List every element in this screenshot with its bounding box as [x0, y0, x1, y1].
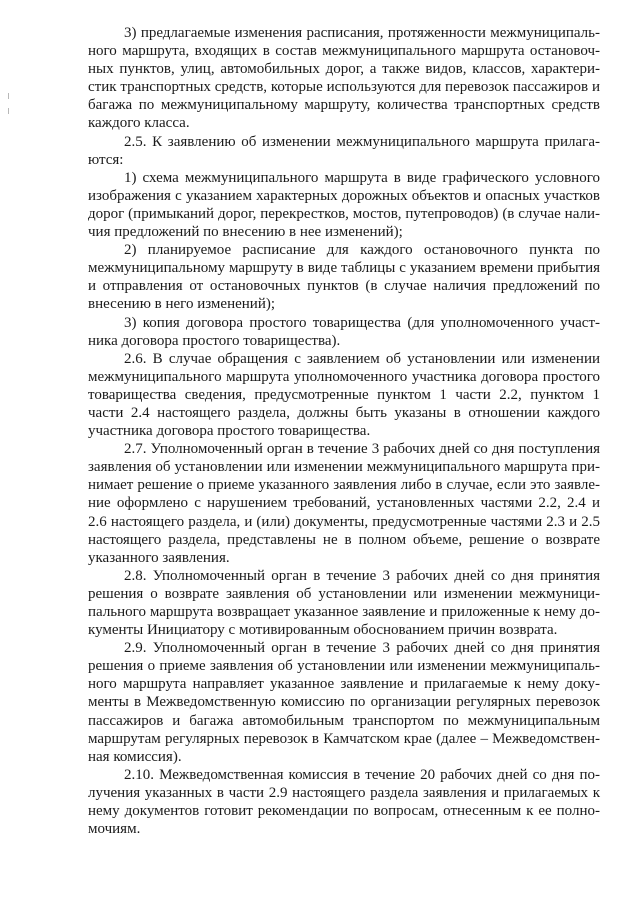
paragraph-2-6: 2.6. В случае обращения с заявлением об установлении или изменении межмуниципального маршрута уполномоченного участника договора простого товарищества сведения, предусмотренные пунктом 1 части 2.2, пунктом 1 части 2.4 настоящего раздела, должны быть указаны в отношении каждого участника договора простого товарищества. — [88, 350, 600, 440]
paragraph-2-10: 2.10. Межведомственная комиссия в течение 20 рабочих дней со дня получения указанных в части 2.9 настоящего раздела заявления и прилагаемых к нему документов готовит рекомендации по вопросам, отнесенным к ее полномочиям. — [88, 766, 600, 838]
document-body — [88, 24, 600, 838]
scan-margin-mark — [8, 93, 9, 99]
scan-margin-mark — [8, 108, 9, 114]
paragraph-2-5: 2.5. К заявлению об изменении межмуниципального маршрута прилагаются: — [88, 133, 600, 168]
paragraph-3-proposed-changes: 3) предлагаемые изменения расписания, протяженности межмуниципального маршрута, входящих в состав межмуниципального маршрута остановочных пунктов, улиц, автомобильных дорог, а также видов, классов, характеристик транспортных средств, которые используются для перевозок пассажиров и багажа по межмуниципальному маршруту, количества транспортных средств каждого класса. — [88, 25, 600, 132]
paragraph-2-9: 2.9. Уполномоченный орган в течение 3 рабочих дней со дня принятия решения о приеме заявления об установлении или изменении межмуниципального маршрута направляет указанное заявление и прилагаемые к нему документы в Межведомственную комиссию по организации регулярных перевозок пассажиров и багажа автомобильным транспортом по межмуниципальным маршрутам регулярных перевозок в Камчатском крае (далее – Межведомственная комиссия). — [88, 640, 600, 765]
paragraph-2-5-item-1: 1) схема межмуниципального маршрута в виде графического условного изображения с указанием характерных дорожных объектов и опасных участков дорог (примыканий дорог, перекрестков, мостов, путепроводов) (в случае наличия предложений по внесению в нее изменений); — [88, 169, 600, 241]
paragraph-2-7: 2.7. Уполномоченный орган в течение 3 рабочих дней со дня поступления заявления об установлении или изменении межмуниципального маршрута принимает решение о приеме указанного заявления либо в случае, если это заявление оформлено с нарушением требований, установленных частями 2.2, 2.4 и 2.6 настоящего раздела, и (или) документы, предусмотренные частями 2.3 и 2.5 настоящего раздела, представлены не в полном объеме, решение о возврате указанного заявления. — [88, 441, 600, 566]
paragraph-2-8: 2.8. Уполномоченный орган в течение 3 рабочих дней со дня принятия решения о возврате заявления об установлении или изменении межмуниципального маршрута возвращает указанное заявление и приложенные к нему документы Инициатору с мотивированным обоснованием причин возврата. — [88, 567, 600, 639]
paragraph-2-5-item-3: 3) копия договора простого товарищества (для уполномоченного участника договора простого товарищества). — [88, 314, 600, 349]
paragraph-2-5-item-2: 2) планируемое расписание для каждого остановочного пункта по межмуниципальному маршруту в виде таблицы с указанием времени прибытия и отправления от остановочных пунктов (в случае наличия предложений по внесению в него изменений); — [88, 242, 600, 313]
